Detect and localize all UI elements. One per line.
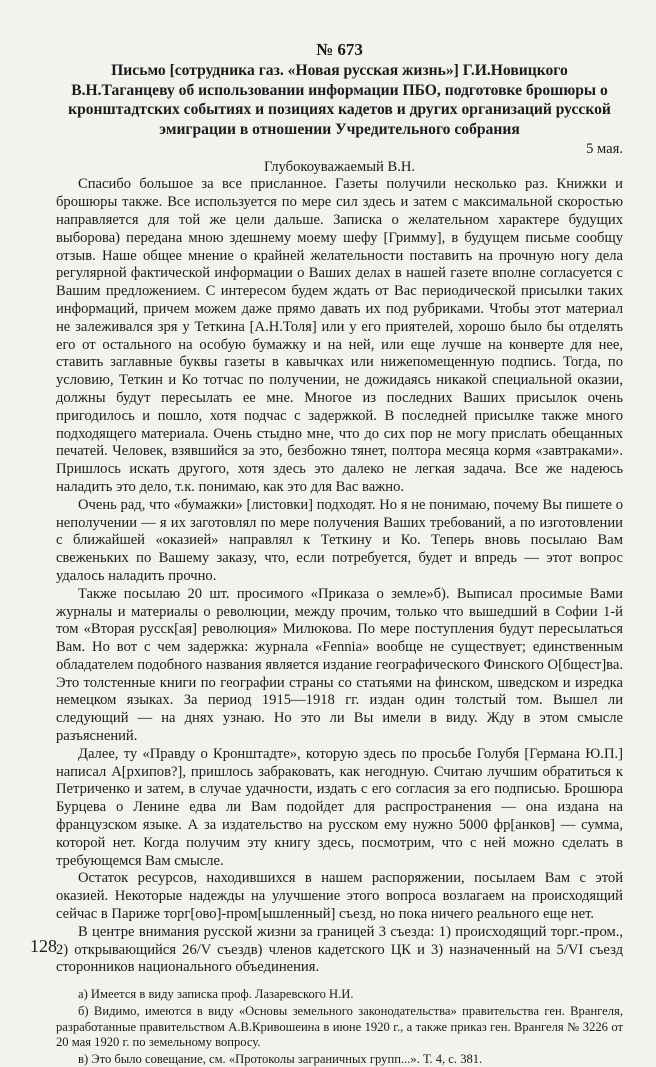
paragraph: В центре внимания русской жизни за границей 3 съезда: 1) происходящий торг.-пром., 2) открывающийся 26/V съездв) членов кадетского ЦК и 3) назначенный на 5/VI съезд сторонников национального объединения. <box>56 923 623 976</box>
letter-salutation: Глубокоуважаемый В.Н. <box>263 159 416 176</box>
document-number: № 673 <box>316 40 363 59</box>
footnotes <box>56 987 623 1067</box>
footnote: а) Имеется в виду записка проф. Лазаревского Н.И. <box>78 987 354 1002</box>
footnote: б) Видимо, имеются в виду «Основы земельного законодательства» правительства ген. Врангеля, разработанные правительством А.В.Кривошеина в июне 1920 г., а также приказ ген. Врангеля № 3226 от 20 мая 1920 г. по земельному вопросу. <box>56 1004 623 1049</box>
footnote: в) Это было совещание, см. «Протоколы заграничных групп...». Т. 4, с. 381. <box>78 1052 483 1067</box>
paragraph: Далее, ту «Правду о Кронштадте», которую здесь по просьбе Голубя [Германа Ю.П.] написал А[рхипов?], пришлось забраковать, как негодную. Считаю лучшим обратиться к Петриченко и затем, в случае удачности, издать с его согласия за его подписью. Брошюра Бурцева о Ленине едва ли Вам подойдет для распространения — она издана на французском языке. А за издательство на русском ему нужно 5000 фр[анков] — сумма, которой нет. Когда получим эту книгу здесь, посмотрим, что с ней можно сделать в требующемся Вам смысле. <box>56 745 623 869</box>
letter-date: 5 мая. <box>586 141 623 158</box>
paragraph: Очень рад, что «бумажки» [листовки] подходят. Но я не понимаю, почему Вы пишете о неполучении — я их заготовлял по мере получения Ваших требований, а по изготовлении с ближайшей «оказией» направлял к Теткину и Ко. Теперь вновь посылаю Вам свеженьких по Вашему заказу, что, если потребуется, будет и впредь — этот вопрос удалось наладить прочно. <box>56 496 623 584</box>
paragraph: Также посылаю 20 шт. просимого «Приказа о земле»б). Выписал просимые Вами журналы и материалы о революции, между прочим, только что вышедший в Софии 1-й том «Вторая русск[ая] революция» Милюкова. По мере поступления будут пересылаться Вам. Но вот с чем задержка: журнала «Fennia» вообще не существует; единственным обладателем подобного названия является издание географического Финского О[бщест]ва. Это толстенные книги по географии страны со статьями на финском, шведском и изредка немецком языках. За период 1915—1918 гг. издан один толстый том. Вышел ли следующий — на днях узнаю. Но это ли Вы имели в виду. Жду в этом смысле разъяснений. <box>56 585 623 745</box>
paragraph: Спасибо большое за все присланное. Газеты получили несколько раз. Книжки и брошюры также. Все используется по мере сил здесь и затем с максимальной скоростью направляется для той же цели дальше. Записка о желательном характере будущих выборова) передана мною здешнему моему шефу [Гримму], в будущем письме сообщу отзыв. Наше общее мнение о крайней желательности поставить на прочную ногу дела регулярной фактической информации о Ваших делах в нашей газете вполне согласуется с Вашим предложением. С интересом будем ждать от Вас периодической присылки таких информаций, причем можем даже прямо давать их под рубриками. Чтобы этот материал не залеживался зря у Теткина [А.Н.Толя] или у его приятелей, хорошо было бы отделять его от остального на особую бумажку и на ней, или еще лучше на конверте для нее, ставить заглавные буквы газеты в кавычках или нижепомещенную подпись. Тогда, по условию, Теткин и Ко тотчас по получении, не дожидаясь никакой специальной оказии, должны будут пересылать ее мне. Многое из последних Ваших присылок очень пригодилось и пошло, хотя подчас с задержкой. В последней присылке также много подходящего материала. Очень стыдно мне, что до сих пор не могу прислать обещанных печатей. Человек, взявшийся за это, безбожно тянет, полтора месяца кормя «завтраками». Пришлось искать другого, хотя здесь это далеко не легкая задача. Все же надеюсь наладить это дело, т.к. понимаю, как это для Вас важно. <box>56 176 623 495</box>
letter-body <box>56 176 623 977</box>
paragraph: Остаток ресурсов, находившихся в нашем распоряжении, посылаем Вам с этой оказией. Некоторые надежды на улучшение этого вопроса возлагаем на происходящий сейчас в Париже торг[ово]-пром[ышленный] съезд, но пока ничего реального еще нет. <box>56 870 623 923</box>
document-title: Письмо [сотрудника газ. «Новая русская жизнь»] Г.И.Новицкого В.Н.Таганцеву об использовании информации ПБО, подготовке брошюры о кронштадтских событиях и позициях кадетов и других организаций русской эмиграции в отношении Учредительного собрания <box>68 62 611 138</box>
page-number: 128 <box>30 936 57 956</box>
